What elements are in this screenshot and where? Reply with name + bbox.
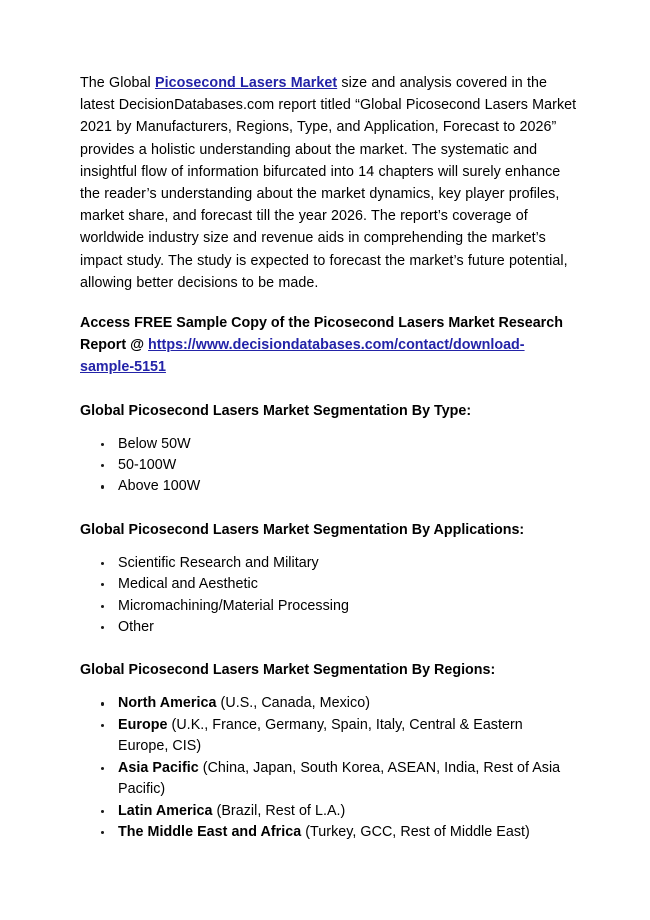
list-item: Above 100W — [80, 476, 577, 497]
region-name: Latin America — [118, 802, 213, 819]
region-detail: (China, Japan, South Korea, ASEAN, India, Rest of Asia Pacific) — [118, 759, 561, 798]
list-item: 50-100W — [80, 455, 577, 476]
list-item — [80, 693, 577, 714]
segmentation-by-type-list — [80, 434, 577, 498]
list-item: Below 50W — [80, 434, 577, 455]
region-name: North America — [118, 695, 217, 712]
picosecond-lasers-market-link[interactable]: Picosecond Lasers Market — [154, 75, 338, 91]
segmentation-by-applications-list — [80, 553, 577, 639]
intro-body-text: size and analysis covered in the latest DecisionDatabases.com report titled “Global Picosecond Lasers Market 2021 by Manufacturers, Regions, Type, and Application, Forecast to 2026” provides a holistic understanding about the market. The systematic and insightful flow of information bifurcated into 14 chapters will surely enhance the reader’s understanding about the market dynamics, key player profiles, market share, and forecast till the year 2026. The report’s coverage of worldwide industry size and revenue aids in comprehending the market’s impact study. The study is expected to forecast the market’s future potential, allowing better decisions to be made. — [80, 75, 577, 291]
list-item: Scientific Research and Military — [80, 553, 577, 574]
document-body — [80, 72, 577, 843]
list-item — [80, 822, 577, 843]
list-item — [80, 715, 577, 758]
region-name: The Middle East and Africa — [118, 823, 302, 840]
segmentation-by-regions-heading: Global Picosecond Lasers Market Segmentation By Regions: — [80, 662, 496, 679]
download-sample-url-link[interactable]: https://www.decisiondatabases.com/contact/download-sample-5151 — [80, 337, 525, 376]
region-name: Asia Pacific — [118, 759, 199, 776]
segmentation-by-regions-list — [80, 693, 577, 843]
region-name: Europe — [118, 716, 168, 733]
segmentation-by-applications-heading: Global Picosecond Lasers Market Segmentation By Applications: — [80, 521, 525, 538]
segmentation-by-type-heading: Global Picosecond Lasers Market Segmentation By Type: — [80, 402, 472, 419]
list-item: Other — [80, 617, 577, 638]
list-item — [80, 758, 577, 801]
access-sample-cta — [80, 312, 577, 379]
intro-paragraph — [80, 72, 577, 294]
list-item — [80, 801, 577, 822]
region-detail: (Turkey, GCC, Rest of Middle East) — [301, 823, 530, 840]
access-sample-label: Access FREE Sample Copy of the Picosecond Lasers Market Research Report @ — [80, 315, 563, 354]
list-item: Medical and Aesthetic — [80, 574, 577, 595]
region-detail: (U.S., Canada, Mexico) — [216, 695, 370, 712]
region-detail: (U.K., France, Germany, Spain, Italy, Central & Eastern Europe, CIS) — [118, 716, 523, 755]
intro-lead-text: The Global — [80, 75, 155, 91]
list-item: Micromachining/Material Processing — [80, 596, 577, 617]
region-detail: (Brazil, Rest of L.A.) — [212, 802, 346, 819]
